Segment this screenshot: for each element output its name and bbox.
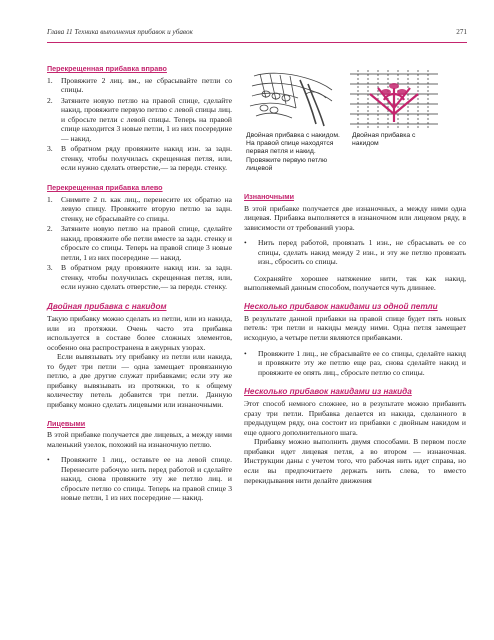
figure-caption-1: Двойная прибавка с накидом. На правой спице находятся первая петля и накид. Провяжите первую петлю лицевой [246, 132, 340, 172]
section-title-purl: Изнаночными [244, 192, 295, 201]
left-column [47, 64, 232, 504]
steps-right-twist [47, 76, 232, 173]
list-item: 1. Снимите 2 п. как лиц., перенесите их обратно на левую спицу. Провяжите вторую петлю за задн. стенку, не сбрасывайте со спицы. [47, 194, 232, 223]
list-item: • Нить перед работой, провязать 1 изн., не сбрасывать ее со спицы, сделать накид между 2 изн., и эту же петлю провязать изн., сбросить со спицы. [244, 238, 466, 267]
knitting-illustration [246, 68, 338, 130]
header-rule [47, 42, 467, 43]
list-item: 2. Затяните новую петлю на правой спице, сделайте накид, провяжите первую петлю с левой спицы лиц. и сбросьте петли с левой спицы. Теперь на правой спице находится 3 новые петли, 1 из них посередине — накид. [47, 95, 232, 143]
paragraph: Если вывязывать эту прибавку из петли или накида, то будет три петли — одна замещает провязанную петлю, а две другие служат прибавками; если эту же прибавку вывязывать из протяжки, то к общему количеству петель добавится три петли. Данную прибавку можно сделать лицевыми или изнаночными. [47, 352, 232, 409]
list-item: • Провяжите 1 лиц., оставьте ее на левой спице. Перенесите рабочую нить перед работой и сделайте накид, снова провяжите эту же петлю лиц. и сбросьте петлю со спицы. Теперь на правой спице 3 новые петли, 1 из них посередине — накид. [47, 455, 232, 503]
paragraph: В этой прибавке получается две лицевых, а между ними маленький узелок, похожий на изнаночную петлю. [47, 430, 232, 449]
paragraph: Сохраняйте хорошее натяжение нити, так как накид, выполняемый данным способом, получается чуть длиннее. [244, 273, 466, 293]
running-header [47, 28, 467, 42]
right-column [244, 192, 466, 485]
list-item: 3. В обратном ряду провяжите накид изн. за задн. стенку, чтобы получилась скрещенная петля, или, если нужно сделать отверстие,— за передн. стенку. [47, 263, 232, 292]
list-item: 3. В обратном ряду провяжите накид изн. за задн. стенку, чтобы получилась скрещенная петля, или, если нужно сделать отверстие,— за передн. стенку. [47, 144, 232, 173]
list-item: 2. Затяните новую петлю на правой спице, сделайте накид, провяжите обе петли вместе за задн. стенку и сбросьте со спицы. Теперь на правой спице 3 новые петли, 1 из них посередине — накид. [47, 224, 232, 262]
paragraph: Этот способ немного сложнее, но в результате можно прибавить сразу три петли. Прибавка делается из накида, сделанного в предыдущем ряду, она состоит из прибавки с двойным накидом и еще одного дополнительного шага. [244, 399, 466, 437]
paragraph: В этой прибавке получается две изнаночных, а между ними одна лицевая. Прибавка выполняется в изнаночном или лицевом ряду, в зависимости от требований узора. [244, 203, 466, 232]
list-item: 1. Провяжите 2 лиц. вм., не сбрасывайте петли со спицы. [47, 75, 232, 95]
section-title-right-twist: Перекрещенная прибавка вправо [47, 64, 167, 73]
figures-area [244, 68, 466, 188]
section-title-knit: Лицевыми [47, 418, 86, 428]
list-item: • Провяжите 1 лиц., не сбрасывайте ее со спицы, сделайте накид и провяжите эту же петлю еще раз, снова сделайте накид и провяжите ее опять лиц., сбросьте петлю со спицы. [244, 348, 466, 377]
steps-multi-from-stitch [244, 349, 466, 378]
paragraph: Такую прибавку можно сделать из петли, или из накида, или из протяжки. Очень часто эта прибавка используется в составе более сложных элементов, особенно она распространена в ажурных узорах. [47, 314, 232, 352]
paragraph: Прибавку можно выполнить двумя способами. В первом после прибавки идет лицевая петля, а во втором — изнаночная. Инструкции даны с учетом того, что рабочая нить идет справа, но если вы предпочитаете держать нить слева, то вместо перекидывания нити делайте движения [244, 437, 466, 485]
steps-purl [244, 238, 466, 267]
paragraph: В результате данной прибавки на правой спице будет пять новых петель: три петли и накиды между ними. Одна петля замещает исходную, а четыре петли являются прибавками. [244, 313, 466, 343]
section-title-left-twist: Перекрещенная прибавка влево [47, 183, 163, 193]
section-title-multi-from-yarnover: Несколько прибавок накидами из накида [244, 387, 412, 397]
section-title-double-increase: Двойная прибавка с накидом [47, 302, 167, 312]
page-number: 271 [456, 28, 467, 36]
chapter-title: Глава 11 Техника выполнения прибавок и убавок [47, 28, 193, 36]
section-title-multi-from-stitch: Несколько прибавок накидами из одной петли [244, 301, 438, 311]
figure-caption-2: Двойная прибавка с накидом [352, 132, 416, 148]
steps-knit [47, 455, 232, 503]
knitting-chart-illustration [348, 68, 440, 130]
steps-left-twist [47, 195, 232, 292]
